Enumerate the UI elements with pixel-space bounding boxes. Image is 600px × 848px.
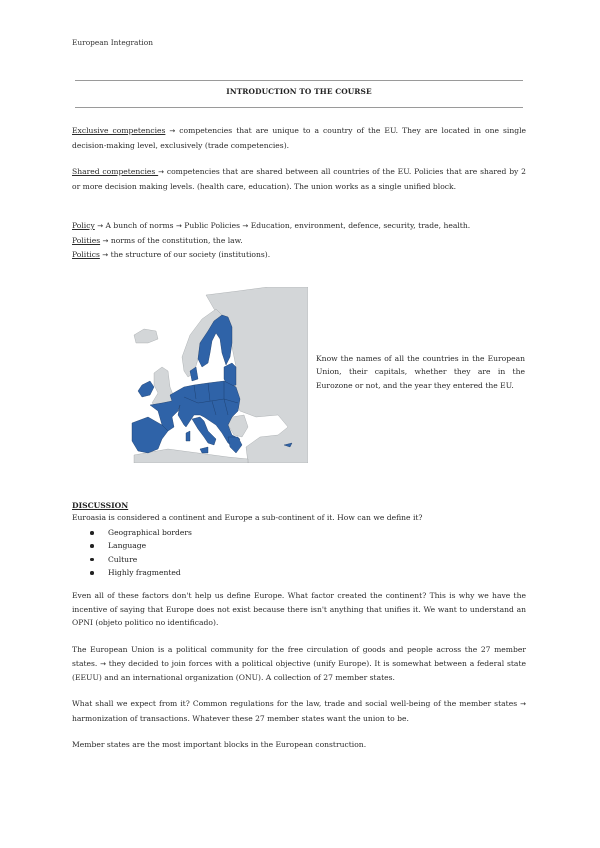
policy-text: Education, environment, defence, security, trade, health. (248, 221, 471, 230)
paragraph-text: they decided to join forces with a political objective (unify Europe). It is somewhat between a federal state (EEUU) and an international organization (ONU). A collection of 27 member states. (72, 658, 527, 683)
paragraph-text: What shall we expect from it? Common regulations for the law, trade and social well-being of the member states (72, 699, 521, 708)
arrow-icon: → (102, 236, 109, 245)
bullet-text: Geographical borders (108, 528, 192, 537)
arrow-icon: → (102, 251, 109, 260)
bullet-icon (90, 571, 94, 575)
arrow-icon: → (169, 127, 176, 135)
map-caption: Know the names of all the countries in the European Union, their capitals, whether they are in the Eurozone or not, and the year they entered the EU. (316, 354, 525, 390)
list-item (72, 526, 192, 539)
discussion-heading: DISCUSSION (72, 501, 129, 510)
bullet-text: Culture (108, 554, 138, 564)
policy-definitions (72, 219, 526, 263)
bullet-text: Highly fragmented (108, 568, 181, 578)
arrow-icon: → (520, 700, 526, 708)
policy-text: Public Policies (181, 221, 243, 230)
definition-exclusive-competencies (72, 124, 526, 152)
term-policy: Policy (72, 221, 95, 230)
term-politics: Politics (72, 250, 100, 260)
politics-text: the structure of our society (institutions). (108, 250, 271, 260)
arrow-icon: → (158, 168, 165, 176)
policy-text: A bunch of norms (103, 221, 176, 230)
term-exclusive-competencies: Exclusive competencies (72, 126, 166, 135)
list-item (72, 553, 192, 566)
running-header: European Integration (72, 38, 153, 47)
paragraph-european-union (72, 643, 526, 685)
title-rule-bottom (75, 107, 523, 108)
polities-text: norms of the constitution, the law. (108, 235, 243, 245)
list-item (72, 539, 192, 552)
title-rule-top (75, 80, 523, 81)
paragraph-expectations (72, 697, 526, 725)
section-title: INTRODUCTION TO THE COURSE (226, 87, 372, 96)
eu-map-image (128, 287, 308, 463)
arrow-icon: → (97, 222, 104, 230)
definition-shared-competencies (72, 165, 526, 193)
policy-line (72, 219, 526, 234)
paragraph-member-states: Member states are the most important blocks in the European construction. (72, 740, 367, 749)
definition-text: competencies that are unique to a country of the EU. They are located in one single decision-making level, exclusively (trade competencies). (72, 126, 526, 150)
eu-sardinia (186, 431, 190, 441)
definition-text: competencies that are shared between all countries of the EU. Policies that are shared by 2 or more decision making levels. (health care, education). The union works as a single unified block. (72, 167, 526, 191)
bullet-icon (90, 558, 94, 562)
arrow-icon: → (100, 659, 106, 668)
arrow-icon: → (176, 222, 182, 230)
paragraph-text: harmonization of transactions. Whatever these 27 member states want the union to be. (72, 713, 409, 723)
list-item (72, 566, 192, 579)
politics-line (72, 248, 526, 263)
paragraph-factors: Even all of these factors don't help us define Europe. What factor created the continent? This is why we have the incentive of saying that Europe does not exist because there isn't anything that unifies it. We want to understand an OPNI (objeto politico no identificado). (72, 591, 526, 628)
arrow-icon: → (242, 222, 249, 230)
discussion-bullet-list (72, 526, 192, 580)
bullet-icon (90, 544, 94, 548)
polities-line (72, 234, 526, 249)
bullet-text: Language (108, 541, 147, 551)
term-polities: Polities (72, 235, 101, 245)
paragraph-text: The European Union is a political community for the free circulation of goods and people across the 27 member states. (72, 645, 526, 668)
term-shared-competencies: Shared competencies (72, 167, 159, 176)
discussion-intro: Euroasia is considered a continent and Europe a sub-continent of it. How can we define it? (72, 513, 423, 522)
bullet-icon (90, 531, 94, 535)
